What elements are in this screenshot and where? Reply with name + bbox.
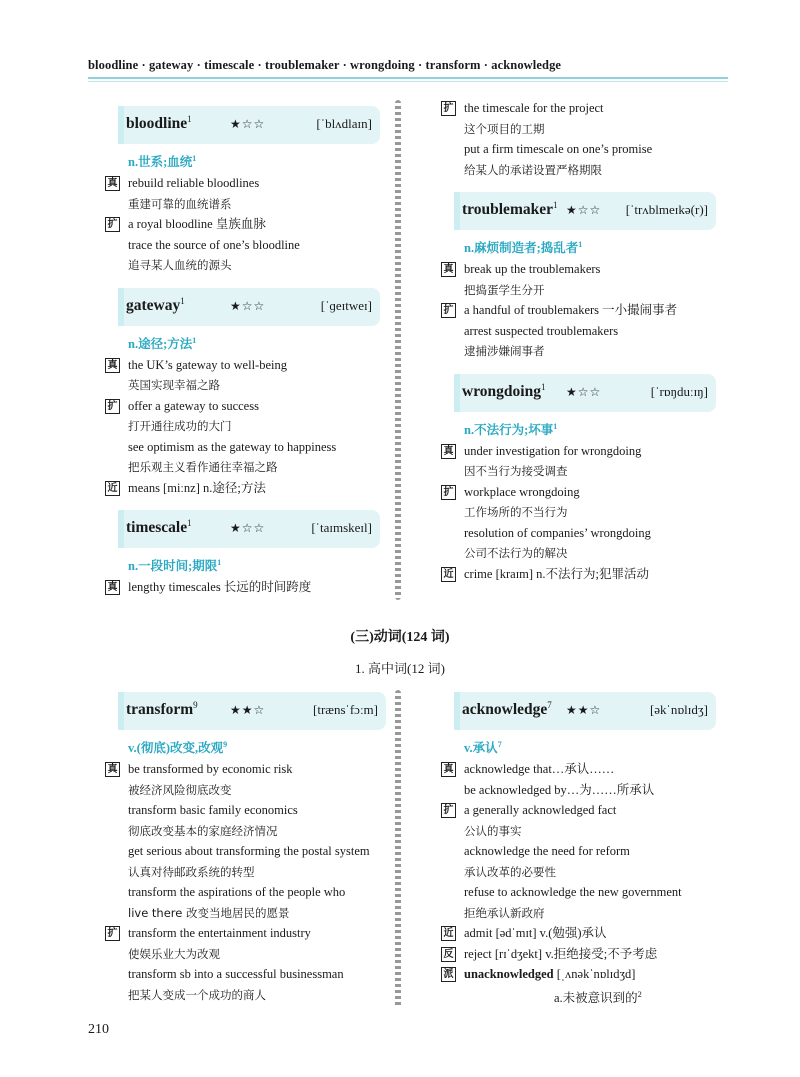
entry-header-acknowledge: [454, 692, 716, 730]
example-translation: 打开通往成功的大门: [128, 419, 232, 433]
antonym-line: 反 reject [rɪˈdʒekt] v.拒绝接受;不予考虑: [454, 944, 716, 965]
example-translation: 承认改革的必要性: [464, 864, 556, 879]
example-line: transform basic family economics: [128, 803, 298, 817]
section-title: (三)动词(124 词): [350, 630, 450, 645]
rating-stars: ★★☆: [566, 703, 602, 717]
headword: troublemaker$^1$: [462, 200, 558, 219]
tag-zhen: 真: [105, 762, 120, 777]
example-translation: 被经济风险彻底改变: [128, 782, 232, 797]
tag-jin: 近: [441, 926, 456, 941]
derivative-line: 派 unacknowledged [ˌʌnəkˈnɒlɪdʒd]: [454, 964, 716, 985]
part-of-speech: n.世系;血统$^1$: [128, 153, 197, 169]
headword: bloodline$^1$: [126, 114, 192, 133]
tag-pai: 派: [441, 967, 456, 982]
example-translation: 拒绝承认新政府: [464, 905, 545, 920]
example-translation: live there 改变当地居民的愿景: [128, 905, 290, 920]
example-translation: 重建可靠的血统谱系: [128, 196, 232, 211]
tag-zhen: 真: [105, 176, 120, 191]
tag-zhen: 真: [441, 762, 456, 777]
phonetic: [ˈtaɪmskeɪl]: [311, 520, 372, 535]
phonetic: [trænsˈfɔːm]: [313, 702, 378, 717]
example-line: 扩 a generally acknowledged fact: [454, 800, 716, 821]
example-translation: 把某人变成一个成功的商人: [128, 987, 266, 1002]
tag-zhen: 真: [105, 358, 120, 373]
tag-kuo: 扩: [441, 101, 456, 116]
part-of-speech: v.(彻底)改变,改观$^9$: [128, 739, 228, 755]
example-translation: 追寻某人血统的源头: [128, 258, 232, 272]
part-of-speech: n.麻烦制造者;捣乱者$^1$: [464, 239, 583, 255]
example-line: 真 acknowledge that…承认……: [454, 759, 716, 780]
example-translation: 逮捕涉嫌闹事者: [464, 344, 545, 358]
derivative-meaning: a.未被意识到的$^2$: [554, 989, 642, 1005]
synonym-line: 近 admit [ədˈmɪt] v.(勉强)承认: [454, 923, 716, 944]
phonetic: [ˈtrʌblmeɪkə(r)]: [625, 202, 708, 217]
tag-kuo: 扩: [105, 399, 120, 414]
example-translation: 这个项目的工期: [464, 121, 545, 136]
tag-jin: 近: [105, 481, 120, 496]
part-of-speech: v.承认$^7$: [464, 739, 502, 755]
tag-zhen: 真: [441, 262, 456, 277]
example-line: 扩 offer a gateway to success: [118, 396, 380, 417]
example-line: be acknowledged by…为……所承认: [464, 782, 655, 797]
rating-stars: ★☆☆: [230, 298, 266, 313]
right-column-top: [443, 98, 716, 584]
part-of-speech: n.不法行为;坏事$^1$: [464, 421, 558, 437]
example-line: put a firm timescale on one’s promise: [464, 142, 653, 156]
entry-header-wrongdoing: [454, 374, 716, 412]
example-translation: 把捣蛋学生分开: [464, 282, 545, 297]
example-line: acknowledge the need for reform: [464, 844, 630, 858]
example-line: 真 lengthy timescales 长远的时间跨度: [118, 577, 380, 598]
headword: wrongdoing$^1$: [462, 381, 546, 400]
example-line: resolution of companies’ wrongdoing: [464, 525, 651, 540]
example-line: get serious about transforming the postal system: [128, 844, 370, 858]
tag-kuo: 扩: [441, 803, 456, 818]
example-line: 扩 transform the entertainment industry: [118, 923, 386, 944]
example-line: 真 under investigation for wrongdoing: [454, 441, 716, 462]
headword: timescale$^1$: [126, 518, 192, 537]
left-column-bottom: [107, 692, 386, 1005]
tag-jin: 近: [441, 567, 456, 582]
entry-header-timescale: [118, 510, 380, 548]
example-line: 扩 the timescale for the project: [454, 98, 716, 119]
synonym-line: 近 means [miːnz] n.途径;方法: [118, 478, 380, 499]
example-translation: 认真对待邮政系统的转型: [128, 864, 255, 879]
example-translation: 把乐观主义看作通往幸福之路: [128, 460, 278, 474]
tag-kuo: 扩: [105, 926, 120, 941]
tag-kuo: 扩: [441, 303, 456, 318]
rating-stars: ★☆☆: [230, 117, 266, 131]
phonetic: [əkˈnɒlɪdʒ]: [649, 702, 708, 717]
rating-stars: ★☆☆: [230, 521, 266, 535]
rating-stars: ★★☆: [230, 703, 266, 717]
right-column-bottom: [443, 692, 716, 1008]
entry-header-gateway: [118, 288, 380, 326]
header-rule: [88, 77, 728, 79]
phonetic: [ˈɡeɪtweɪ]: [320, 297, 372, 313]
tag-kuo: 扩: [441, 485, 456, 500]
example-line: 真 break up the troublemakers: [454, 259, 716, 280]
page-header: bloodline · gateway · timescale · troublemaker · wrongdoing · transform · acknowledge: [88, 58, 562, 72]
example-line: see optimism as the gateway to happiness: [128, 439, 337, 454]
example-line: arrest suspected troublemakers: [464, 323, 619, 338]
example-line: 真 be transformed by economic risk: [118, 759, 386, 780]
entry-header-troublemaker: [454, 192, 716, 230]
tag-kuo: 扩: [105, 217, 120, 232]
phonetic: [ˈrɒŋduːɪŋ]: [650, 383, 708, 399]
example-translation: 使娱乐业大为改观: [128, 946, 220, 961]
example-translation: 英国实现幸福之路: [128, 378, 220, 392]
tag-zhen: 真: [441, 444, 456, 459]
example-translation: 因不当行为接受调查: [464, 464, 568, 478]
rating-stars: ★☆☆: [566, 203, 602, 217]
column-divider-top: [395, 100, 401, 600]
entry-header-bloodline: [118, 106, 380, 144]
example-line: 扩 workplace wrongdoing: [454, 482, 716, 503]
example-line: 真 rebuild reliable bloodlines: [118, 173, 380, 194]
column-divider-bottom: [395, 690, 401, 1008]
tag-fan: 反: [441, 947, 456, 962]
tag-zhen: 真: [105, 580, 120, 595]
example-translation: 公司不法行为的解决: [464, 546, 568, 560]
part-of-speech: n.途径;方法$^1$: [128, 335, 197, 351]
headword: gateway$^1$: [126, 295, 185, 314]
headword: transform$^9$: [126, 700, 198, 719]
example-line: trace the source of one’s bloodline: [128, 237, 300, 252]
example-line: transform the aspirations of the people who: [128, 885, 346, 899]
page-number: 210: [88, 1022, 109, 1037]
example-translation: 彻底改变基本的家庭经济情况: [128, 823, 278, 838]
example-translation: 工作场所的不当行为: [464, 505, 568, 519]
headword: acknowledge$^7$: [462, 700, 552, 719]
example-translation: 公认的事实: [464, 823, 522, 838]
example-line: 扩 a handful of troublemakers 一小撮闹事者: [454, 300, 716, 321]
header-rule-thin: [88, 81, 728, 82]
entry-header-transform: [118, 692, 386, 730]
part-of-speech: n.一段时间;期限$^1$: [128, 557, 222, 573]
sub-title: 1. 高中词(12 词): [355, 661, 445, 676]
phonetic: [ˈblʌdlaɪn]: [316, 116, 372, 131]
example-line: 扩 a royal bloodline 皇族血脉: [118, 214, 380, 235]
example-line: transform sb into a successful businessman: [128, 967, 344, 981]
example-translation: 给某人的承诺设置严格期限: [464, 162, 602, 177]
rating-stars: ★☆☆: [566, 384, 602, 399]
synonym-line: 近 crime [kraɪm] n.不法行为;犯罪活动: [454, 564, 716, 585]
example-line: 真 the UK’s gateway to well-being: [118, 355, 380, 376]
left-column-top: [107, 106, 380, 598]
example-line: refuse to acknowledge the new government: [464, 885, 682, 899]
